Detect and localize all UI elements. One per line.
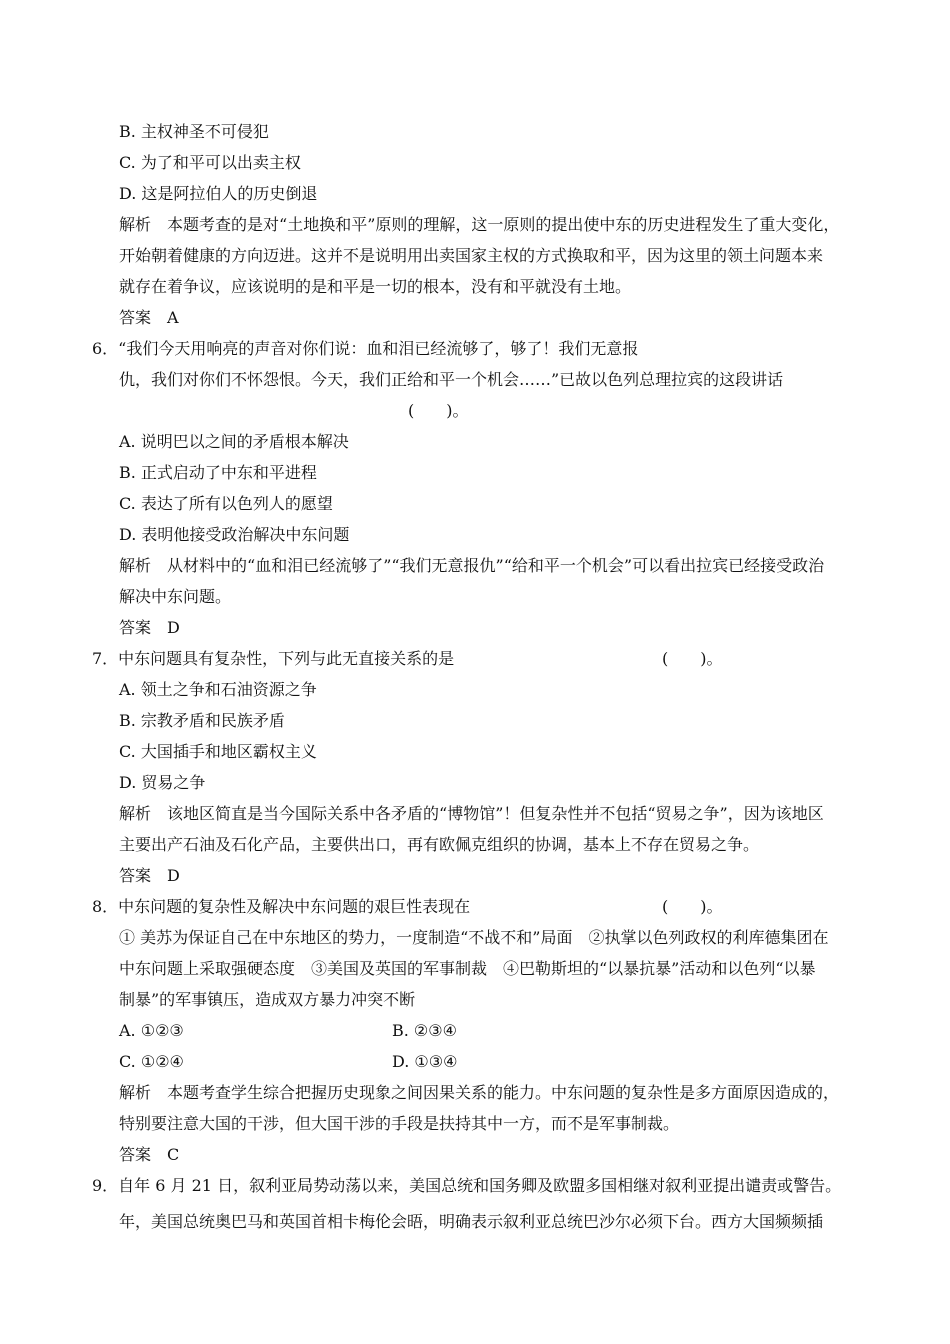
q7-option-d: D. 贸易之争 [119, 773, 206, 792]
analysis-text: 本题考查的是对“土地换和平”原则的理解，这一原则的提出使中东的历史进程发生了重大变化， [167, 215, 840, 234]
q7-analysis [119, 803, 824, 825]
q5-answer [119, 307, 179, 329]
analysis-label: 解析 [119, 556, 152, 575]
analysis-text: 本题考查学生综合把握历史现象之间因果关系的能力。中东问题的复杂性是多方面原因造成的， [167, 1083, 840, 1102]
q8-items-line-2: 中东问题上采取强硬态度 ③美国及英国的军事制裁 ④巴勒斯坦的“以暴抗暴”活动和以色列“以暴 [119, 959, 816, 978]
q8-option-a: A. ①②③ [119, 1021, 184, 1040]
q6-option-b: B. 正式启动了中东和平进程 [119, 463, 317, 482]
q8-option-b: B. ②③④ [392, 1021, 457, 1040]
q8-analysis-line-2: 特别要注意大国的干涉，但大国干涉的手段是扶持其中一方，而不是军事制裁。 [119, 1114, 680, 1133]
q7-option-a: A. 领土之争和石油资源之争 [119, 680, 317, 699]
q5-analysis [119, 214, 839, 236]
q5-option-b: B. 主权神圣不可侵犯 [119, 122, 269, 141]
q8-option-c: C. ①②④ [119, 1052, 184, 1071]
analysis-label: 解析 [119, 215, 152, 234]
q6-analysis [119, 555, 824, 577]
q5-analysis-line-3: 就存在着争议，应该说明的是和平是一切的根本，没有和平就没有土地。 [119, 277, 632, 296]
answer-value: C [167, 1145, 180, 1164]
analysis-label: 解析 [119, 804, 152, 823]
q8-stem: 8．中东问题的复杂性及解决中东问题的艰巨性表现在 [92, 897, 471, 916]
q5-option-c: C. 为了和平可以出卖主权 [119, 153, 301, 172]
analysis-label: 解析 [119, 1083, 152, 1102]
q5-analysis-line-2: 开始朝着健康的方向迈进。这并不是说明用出卖国家主权的方式换取和平，因为这里的领土问题本来 [119, 246, 824, 265]
q7-option-b: B. 宗教矛盾和民族矛盾 [119, 711, 285, 730]
q8-answer [119, 1144, 179, 1166]
q6-answer-blank: ( )。 [408, 401, 469, 420]
answer-label: 答案 [119, 866, 152, 885]
q7-analysis-line-2: 主要出产石油及石化产品，主要供出口，再有欧佩克组织的协调，基本上不存在贸易之争。 [119, 835, 760, 854]
q6-option-d: D. 表明他接受政治解决中东问题 [119, 525, 350, 544]
analysis-text: 从材料中的“血和泪已经流够了”“我们无意报仇”“给和平一个机会”可以看出拉宾已经接受政治 [167, 556, 825, 575]
q6-answer [119, 617, 180, 639]
answer-label: 答案 [119, 618, 152, 637]
q9-stem-line-1: 9．自年 6 月 21 日，叙利亚局势动荡以来，美国总统和国务卿及欧盟多国相继对叙利亚提出谴责或警告。 [92, 1176, 842, 1195]
q5-option-d: D. 这是阿拉伯人的历史倒退 [119, 184, 318, 203]
q6-option-a: A. 说明巴以之间的矛盾根本解决 [119, 432, 349, 451]
q8-option-d: D. ①③④ [392, 1052, 458, 1071]
answer-label: 答案 [119, 308, 152, 327]
q8-answer-blank: ( )。 [662, 897, 723, 916]
analysis-text: 该地区简直是当今国际关系中各矛盾的“博物馆”！但复杂性并不包括“贸易之争”，因为该地区 [167, 804, 824, 823]
answer-label: 答案 [119, 1145, 152, 1164]
q6-option-c: C. 表达了所有以色列人的愿望 [119, 494, 333, 513]
q6-analysis-line-2: 解决中东问题。 [119, 587, 232, 606]
q7-answer [119, 865, 180, 887]
answer-value: A [167, 308, 179, 327]
q6-stem-line-1: 6．“我们今天用响亮的声音对你们说：血和泪已经流够了，够了！我们无意报 [92, 339, 639, 358]
q7-stem: 7．中东问题具有复杂性，下列与此无直接关系的是 [92, 649, 455, 668]
q7-option-c: C. 大国插手和地区霸权主义 [119, 742, 317, 761]
q8-analysis [119, 1082, 839, 1104]
q8-items-line-1: ① 美苏为保证自己在中东地区的势力，一度制造“不战不和”局面 ②执掌以色列政权的利库德集团在 [119, 928, 829, 947]
q7-answer-blank: ( )。 [662, 649, 723, 668]
q9-stem-line-2: 年，美国总统奥巴马和英国首相卡梅伦会晤，明确表示叙利亚总统巴沙尔必须下台。西方大国频频插 [119, 1212, 824, 1231]
answer-value: D [167, 618, 180, 637]
q8-items-line-3: 制暴”的军事镇压，造成双方暴力冲突不断 [119, 990, 416, 1009]
answer-value: D [167, 866, 180, 885]
q6-stem-line-2: 仇，我们对你们不怀怨恨。今天，我们正给和平一个机会……”已故以色列总理拉宾的这段讲话 [119, 370, 784, 389]
